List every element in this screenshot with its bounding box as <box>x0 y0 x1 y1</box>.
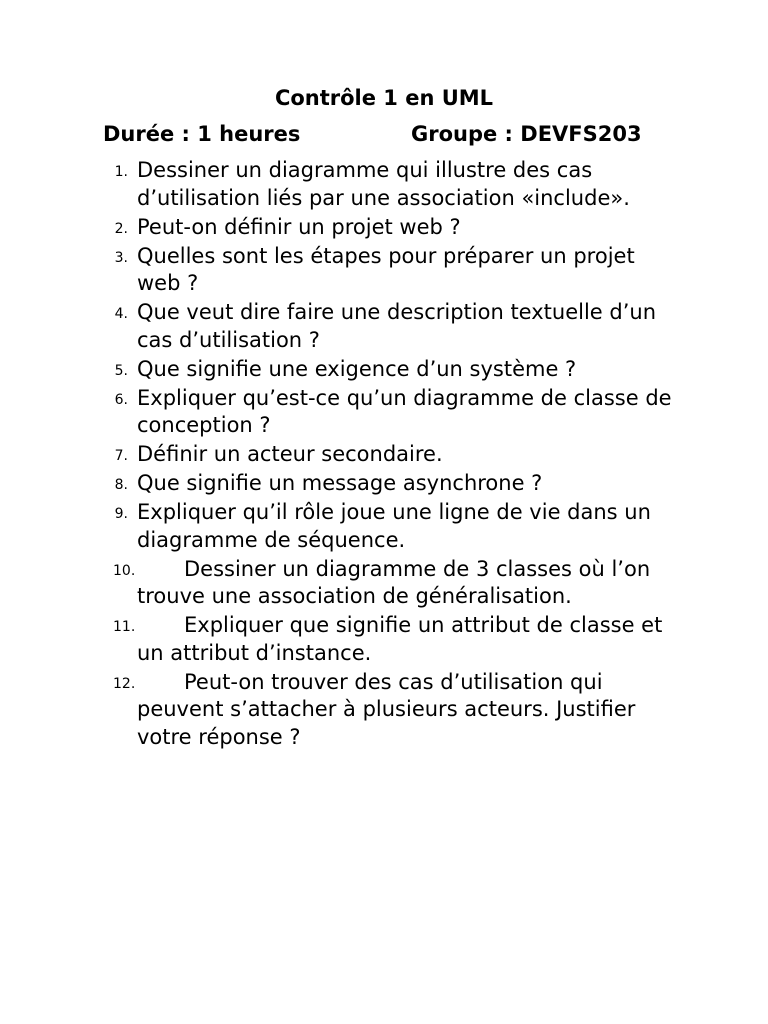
question-item <box>0 499 768 554</box>
question-text: Peut-on trouver des cas d’utilisation qui peuvent s’attacher à plusieurs acteurs. Justifier votre réponse ? <box>137 669 636 749</box>
question-text: Quelles sont les étapes pour préparer un projet web ? <box>137 243 635 295</box>
question-text: Définir un acteur secondaire. <box>137 442 443 466</box>
question-number: 10. <box>113 562 136 579</box>
question-item <box>0 299 768 354</box>
question-item <box>0 556 768 611</box>
question-text: Expliquer qu’il rôle joue une ligne de vie dans un diagramme de séquence. <box>137 500 651 552</box>
question-number: 1. <box>114 164 128 180</box>
question-text: Dessiner un diagramme de 3 classes où l’on trouve une association de généralisation. <box>137 556 651 608</box>
question-number: 6. <box>114 391 128 408</box>
question-text: Peut-on définir un projet web ? <box>137 214 461 239</box>
question-item <box>0 157 768 212</box>
question-text: Expliquer qu’est-ce qu’un diagramme de classe de conception ? <box>137 385 672 437</box>
question-number: 4. <box>114 306 128 322</box>
question-number: 3. <box>114 249 128 266</box>
exam-group: Groupe : DEVFS203 <box>411 122 642 146</box>
question-item <box>0 385 768 440</box>
question-number: 9. <box>114 506 128 522</box>
question-item <box>0 470 768 498</box>
question-text: Expliquer que signifie un attribut de classe et un attribut d’instance. <box>137 613 663 665</box>
question-item <box>0 214 768 242</box>
exam-duration: Durée : 1 heures <box>103 122 301 146</box>
question-number: 8. <box>114 477 128 493</box>
question-item <box>0 669 768 752</box>
question-text: Que veut dire faire une description textuelle d’un cas d’utilisation ? <box>137 300 657 352</box>
question-text: Dessiner un diagramme qui illustre des cas d’utilisation liés par une association «include». <box>137 158 630 210</box>
question-item <box>0 612 768 667</box>
question-number: 12. <box>113 675 136 692</box>
question-number: 5. <box>114 362 128 379</box>
question-text: Que signifie une exigence d’un système ? <box>137 356 577 381</box>
question-item <box>0 243 768 298</box>
question-number: 7. <box>114 448 128 464</box>
question-number: 2. <box>114 220 128 237</box>
question-item <box>0 441 768 469</box>
question-item <box>0 356 768 384</box>
question-text: Que signifie un message asynchrone ? <box>137 471 543 495</box>
exam-title: Contrôle 1 en UML <box>274 86 494 110</box>
question-number: 11. <box>113 619 136 635</box>
question-list <box>0 157 768 753</box>
